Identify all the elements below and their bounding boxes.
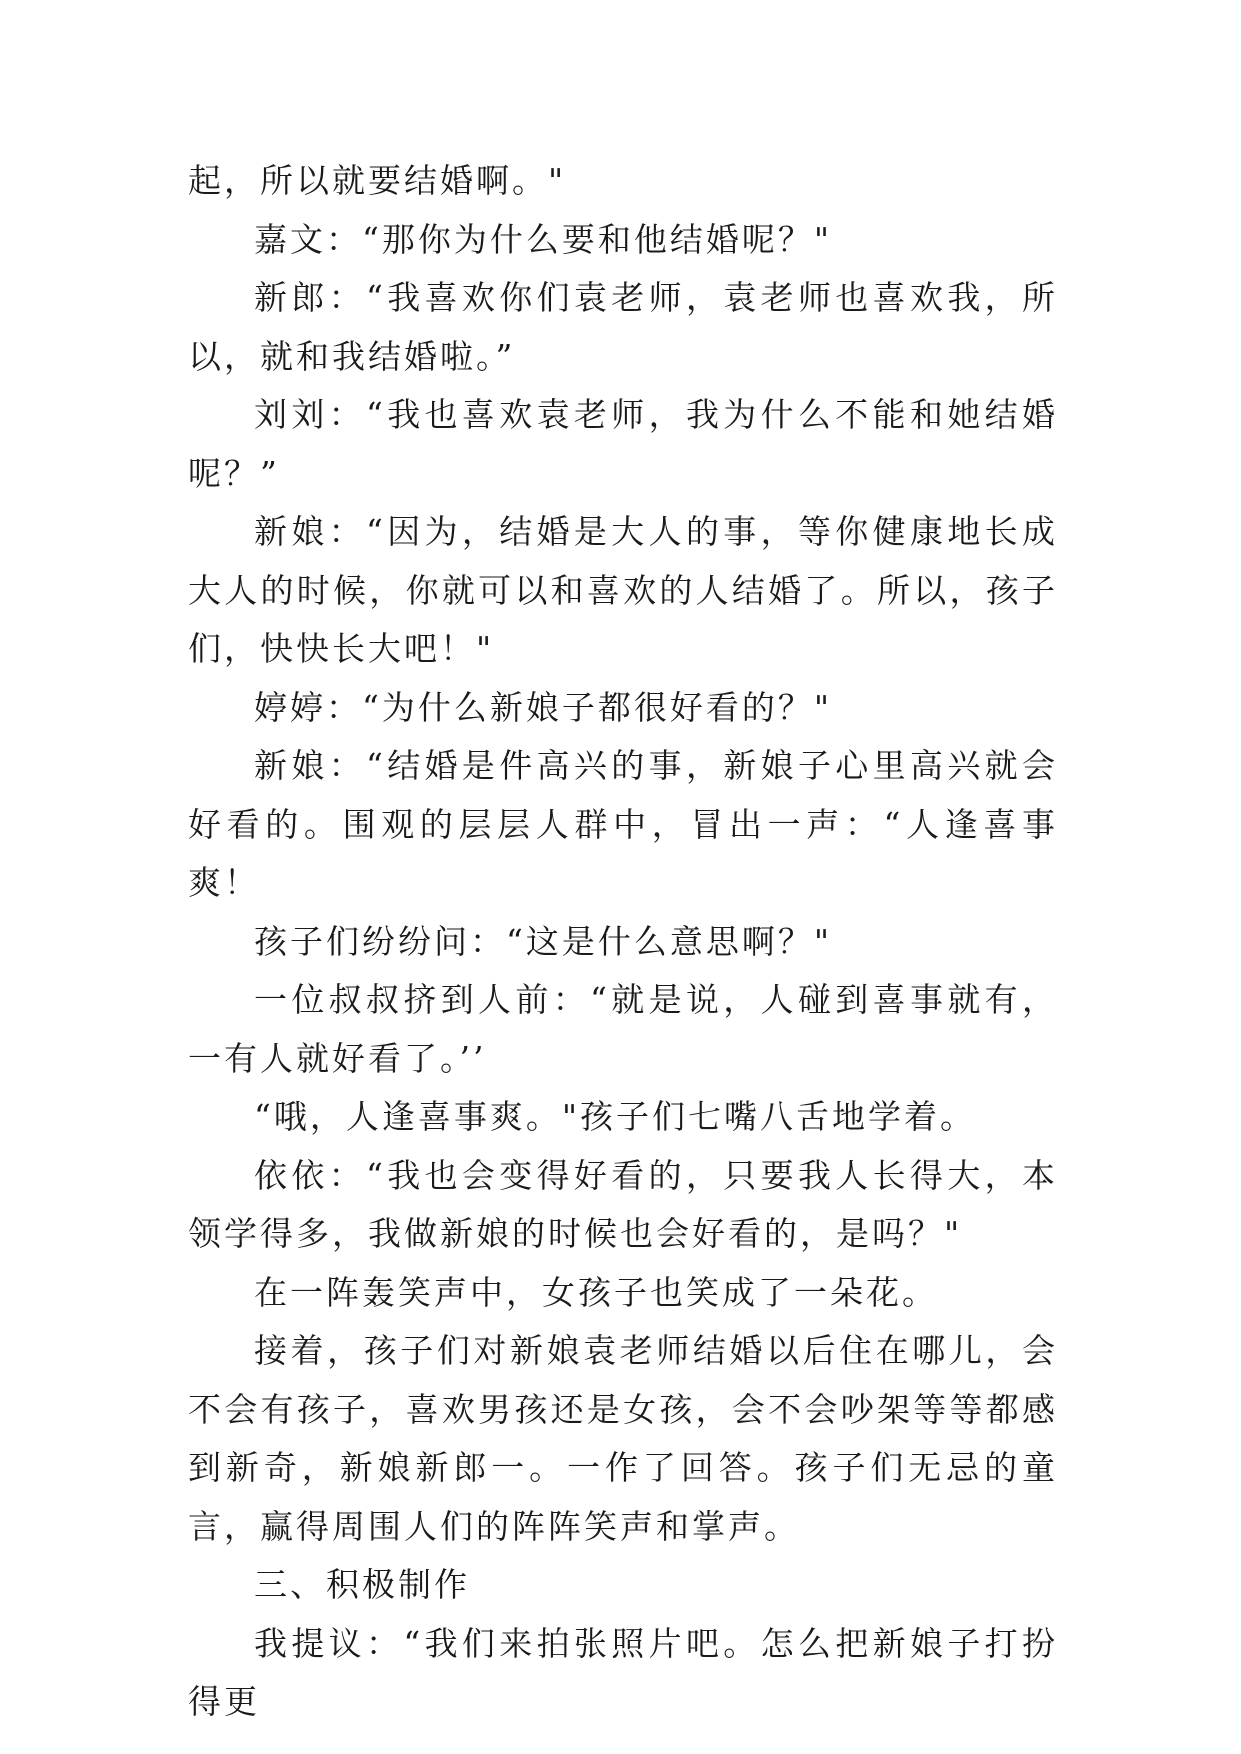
paragraph: 起，所以就要结婚啊。" <box>188 161 567 200</box>
paragraph: 我提议：“我们来拍张照片吧。怎么把新娘子打扮得更 <box>188 1623 1058 1721</box>
paragraph: 孩子们纷纷问：“这是什么意思啊？" <box>254 921 833 961</box>
section-heading: 三、积极制作 <box>254 1565 470 1604</box>
paragraph: 新娘：“结婚是件高兴的事，新娘子心里高兴就会好看的。围观的层层人群中，冒出一声：“人逢喜事爽！ <box>188 746 1058 902</box>
paragraph: 依依：“我也会变得好看的，只要我人长得大，本领学得多，我做新娘的时候也会好看的，是吗？" <box>188 1155 1058 1253</box>
paragraph: 刘刘：“我也喜欢袁老师，我为什么不能和她结婚呢？” <box>188 395 1058 493</box>
paragraph: 新娘：“因为，结婚是大人的事，等你健康地长成大人的时候，你就可以和喜欢的人结婚了。所以，孩子们，快快长大吧！" <box>188 512 1058 668</box>
paragraph: 嘉文：“那你为什么要和他结婚呢？" <box>254 219 833 259</box>
paragraph: 接着，孩子们对新娘袁老师结婚以后住在哪儿，会不会有孩子，喜欢男孩还是女孩，会不会吵架等等都感到新奇，新娘新郎一。一作了回答。孩子们无忌的童言，赢得周围人们的阵阵笑声和掌声。 <box>188 1331 1058 1546</box>
paragraph: 新郎：“我喜欢你们袁老师，袁老师也喜欢我，所以，就和我结婚啦。” <box>188 278 1058 376</box>
paragraph: 婷婷：“为什么新娘子都很好看的？" <box>254 687 833 727</box>
paragraph: 一位叔叔挤到人前：“就是说，人碰到喜事就有，一有人就好看了。’’ <box>188 980 1058 1078</box>
paragraph: 在一阵轰笑声中，女孩子也笑成了一朵花。 <box>254 1272 938 1312</box>
body-text <box>188 152 1058 1732</box>
paragraph: “哦，人逢喜事爽。"孩子们七嘴八舌地学着。 <box>254 1097 977 1136</box>
